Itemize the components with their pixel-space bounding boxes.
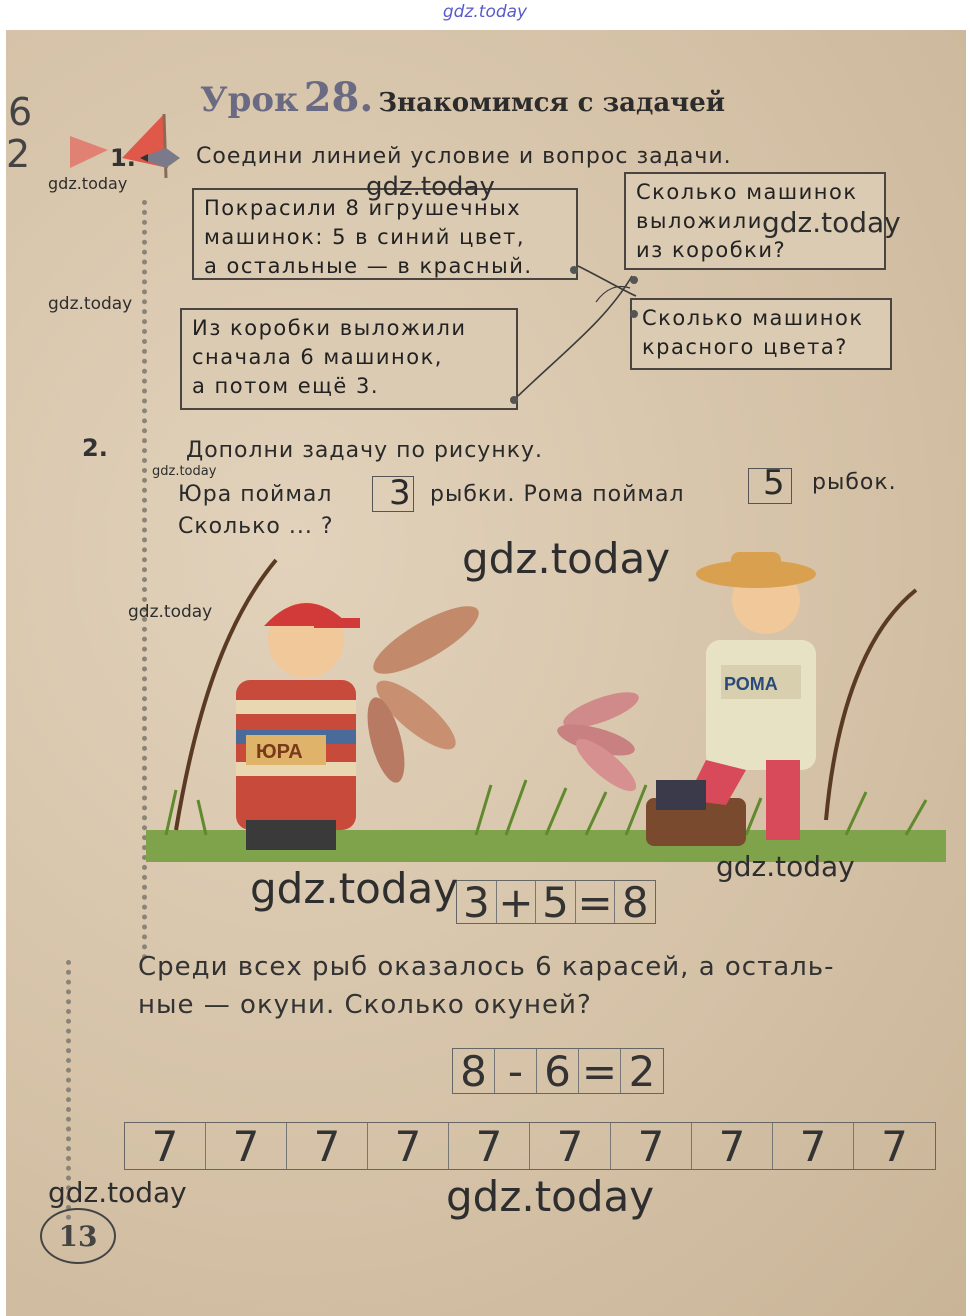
practice-digit-9: 7	[773, 1123, 854, 1169]
yura-count-value: 3	[389, 473, 411, 513]
task2-question: Сколько ... ?	[178, 514, 334, 539]
task2-sentence-part2: рыбки. Рома поймал	[430, 482, 685, 507]
practice-digit-5: 7	[449, 1123, 530, 1169]
watermark-2: gdz.today	[366, 172, 495, 202]
practice-digit-4: 7	[368, 1123, 449, 1169]
task2-instruction: Дополни задачу по рисунку.	[186, 438, 544, 463]
eq2-cell-4: =	[579, 1049, 621, 1093]
condition-2-line-1: Из коробки выложили	[192, 316, 467, 340]
practice-digit-1: 7	[125, 1123, 206, 1169]
question-1-line-1: Сколько машинок	[636, 180, 858, 204]
eq1-cell-3: 5	[536, 881, 576, 923]
eq1-cell-4: =	[576, 881, 616, 923]
yura-count-box[interactable]	[372, 473, 414, 513]
practice-digit-7: 7	[611, 1123, 692, 1169]
equation-1-grid[interactable]	[456, 877, 656, 927]
practice-digit-6: 7	[530, 1123, 611, 1169]
question-1-line-2: выложили	[636, 209, 763, 233]
watermark-8: gdz.today	[716, 850, 855, 883]
watermark-11: gdz.today	[446, 1172, 655, 1221]
practice-digit-10: 7	[881, 1121, 908, 1171]
question-1-line-3: из коробки?	[636, 238, 787, 262]
eq1-cell-2: +	[497, 881, 537, 923]
yura-name-label: ЮРА	[256, 741, 303, 763]
condition-2-line-3: а потом ещё 3.	[192, 374, 380, 398]
task1-instruction: Соедини линией условие и вопрос задачи.	[196, 144, 732, 169]
lesson-number: 28.	[303, 74, 374, 121]
lesson-title: Знакомимся с задачей	[378, 88, 726, 118]
eq2-cell-5: 2	[628, 1046, 656, 1096]
watermark-4: gdz.today	[48, 294, 133, 314]
top-watermark: gdz.today	[442, 2, 528, 22]
page-number: 13	[40, 1208, 116, 1264]
lesson-word: Урок	[200, 80, 299, 120]
condition-1-line-1: Покрасили 8 игрушечных	[204, 196, 522, 220]
practice-digit-2: 7	[206, 1123, 287, 1169]
watermark-6: gdz.today	[462, 534, 671, 583]
eq2-cell-2: -	[495, 1049, 537, 1093]
task2-number: 2.	[82, 434, 108, 462]
watermark-5: gdz.today	[152, 464, 217, 479]
condition-1-line-3: а остальные — в красный.	[204, 254, 533, 278]
watermark-3: gdz.today	[762, 206, 901, 239]
eq2-cell-1: 8	[453, 1049, 495, 1093]
practice-digit-8: 7	[692, 1123, 773, 1169]
eq2-cell-3: 6	[537, 1049, 579, 1093]
roma-count-value: 5	[763, 463, 785, 503]
condition-2-line-2: сначала 6 машинок,	[192, 345, 443, 369]
roma-name-label: РОМА	[724, 674, 778, 694]
question-2-line-1: Сколько машинок	[642, 306, 864, 330]
roma-count-box[interactable]	[748, 463, 792, 504]
equation-2-grid[interactable]	[452, 1048, 664, 1094]
watermark-10: gdz.today	[48, 1176, 187, 1209]
task1-number: 1.	[110, 144, 136, 172]
watermark-9: gdz.today	[250, 864, 459, 913]
margin-mark-a: 6	[8, 90, 33, 134]
task2-sentence-part1: Юра поймал	[178, 482, 333, 507]
eq1-cell-1: 3	[457, 881, 497, 923]
margin-mark-b: 2	[6, 132, 31, 176]
practice-digit-3: 7	[287, 1123, 368, 1169]
eq1-cell-5: 8	[621, 877, 649, 927]
problem2-line2: ные — окуни. Сколько окуней?	[138, 990, 592, 1020]
question-2-line-2: красного цвета?	[642, 335, 848, 359]
problem2-line1: Среди всех рыб оказалось 6 карасей, а осталь-	[138, 952, 835, 982]
task2-sentence-part3: рыбок.	[812, 470, 897, 495]
watermark-1: gdz.today	[48, 174, 128, 193]
condition-1-line-2: машинок: 5 в синий цвет,	[204, 225, 526, 249]
digit-practice-row[interactable]	[124, 1122, 936, 1170]
workbook-page	[6, 30, 966, 1316]
watermark-7: gdz.today	[128, 602, 213, 622]
connecting-lines	[6, 30, 966, 450]
